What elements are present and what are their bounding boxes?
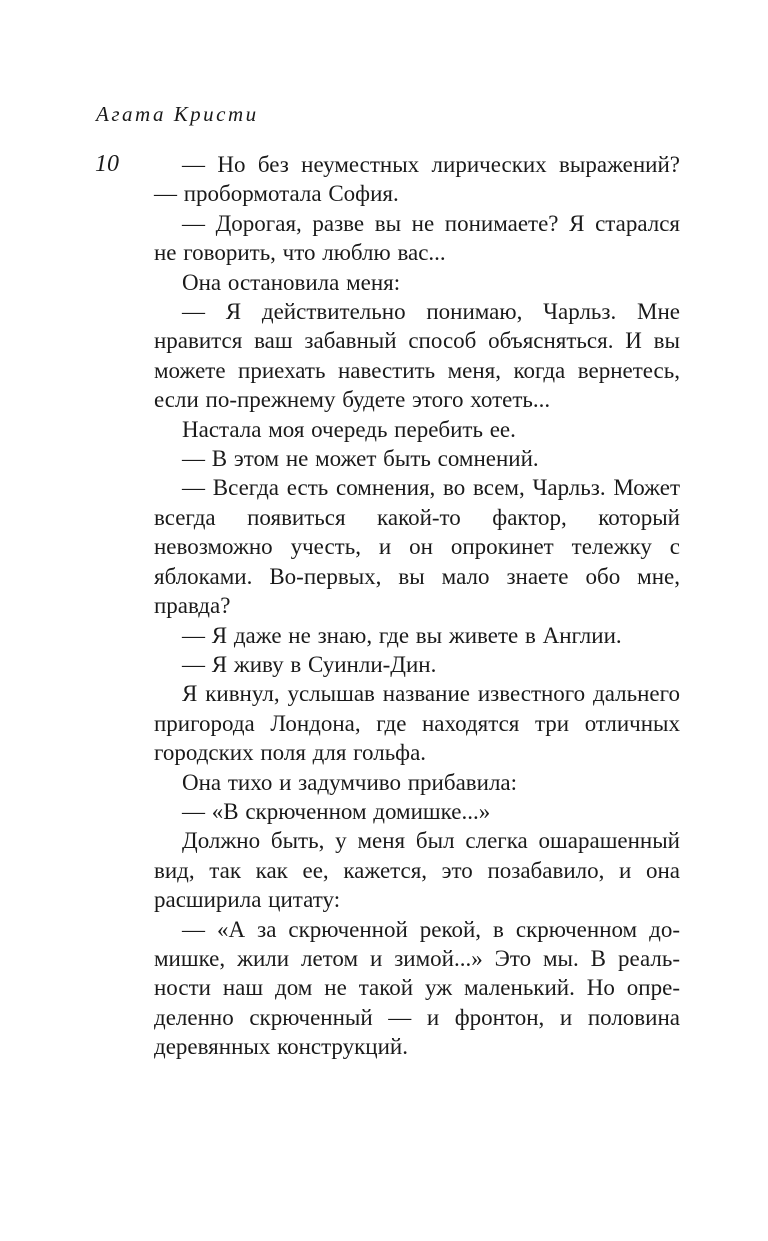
running-title: Агата Кристи (96, 102, 259, 126)
body-text (154, 150, 680, 1062)
page-number: 10 (95, 151, 119, 177)
paragraph: — Я действительно понимаю, Чарльз. Мне нравится ваш забавный способ объясняться. И вы можете приехать навестить меня, когда вернетесь, если по-прежнему будете этого хотеть... (154, 299, 680, 413)
paragraph: Она остановила меня: (182, 269, 401, 295)
paragraph: — В этом не может быть сомнений. (182, 446, 539, 472)
paragraph: — Дорогая, разве вы не понимаете? Я старался не говорить, что люблю вас... (154, 210, 680, 266)
paragraph: Я кивнул, услышав название известного дальнего пригорода Лондона, где находятся три отличных городских поля для гольфа. (154, 681, 680, 766)
paragraph: — Всегда есть сомнения, во всем, Чарльз. Может всегда появиться какой-то фактор, который невозможно учесть, и он опрокинет тележку с яблоками. Во-первых, вы мало знаете обо мне, правда? (154, 475, 680, 619)
paragraph: — Но без неуместных лирических выражений? — пробормотала София. (154, 152, 680, 207)
paragraph: Настала моя очередь перебить ее. (182, 416, 516, 442)
paragraph: — «А за скрюченной рекой, в скрюченном домишке, жили летом и зимой...» Это мы. В реальности наш дом не такой уж маленький. Но определенно скрюченный — и фронтон, и половина деревянных конструкций. (154, 916, 680, 1060)
paragraph: Она тихо и задумчиво прибавила: (182, 769, 518, 795)
paragraph: — Я живу в Суинли-Дин. (182, 651, 437, 677)
paragraph: — «В скрюченном домишке...» (182, 798, 491, 824)
paragraph: Должно быть, у меня был слегка ошарашенный вид, так как ее, кажется, это позабавило, и она расширила цитату: (154, 828, 680, 913)
paragraph: — Я даже не знаю, где вы живете в Англии. (182, 622, 622, 648)
